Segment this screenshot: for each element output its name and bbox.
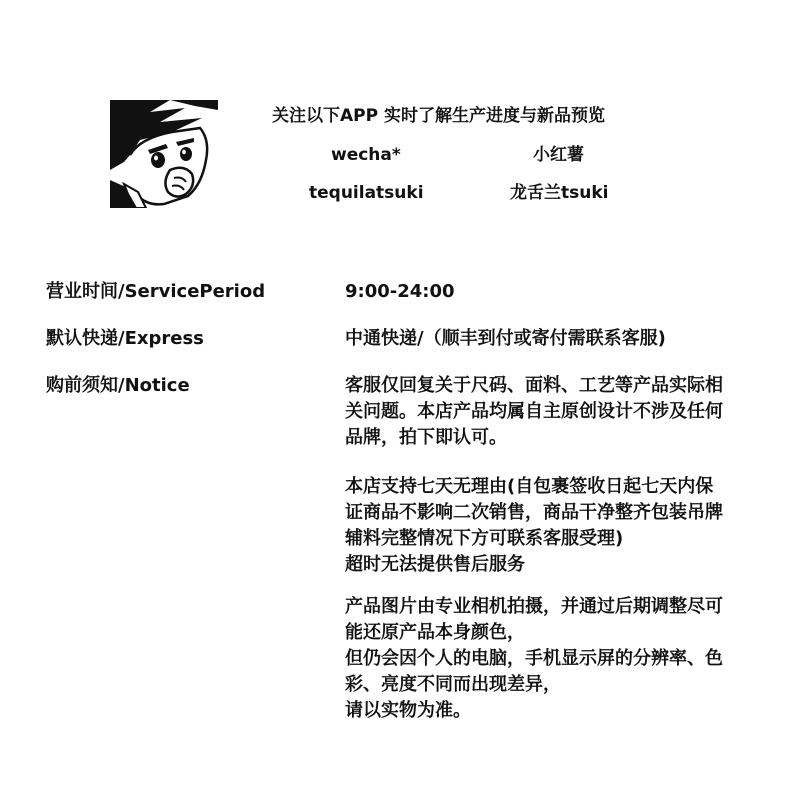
express-label: 默认快递/Express (46, 328, 204, 349)
notice-line: 能还原产品本身颜色， (345, 622, 525, 643)
notice-line: 关问题。本店产品均属自主原创设计不涉及任何 (345, 401, 723, 422)
notice-line: 本店支持七天无理由(自包裹签收日起七天内保 (345, 476, 714, 497)
anime-character-avatar-icon (110, 100, 218, 208)
service-period-value: 9:00-24:00 (345, 281, 455, 302)
notice-paragraph (345, 474, 770, 578)
notice-line: 但仍会因个人的电脑，手机显示屏的分辨率、色 (345, 648, 723, 669)
account-xiaohongshu-id: 龙舌兰tsuki (510, 183, 609, 203)
notice-line: 客服仅回复关于尺码、面料、工艺等产品实际相 (345, 375, 723, 396)
page-title: 关注以下APP 实时了解生产进度与新品预览 (272, 106, 605, 126)
notice-line: 产品图片由专业相机拍摄，并通过后期调整尽可 (345, 596, 723, 617)
notice-line: 证商品不影响二次销售，商品干净整齐包装吊牌 (345, 502, 723, 523)
notice-line: 请以实物为准。 (345, 700, 471, 721)
notice-line: 辅料完整情况下方可联系客服受理) (345, 528, 624, 549)
account-xiaohongshu: 小红薯 (533, 145, 584, 165)
service-period-label: 营业时间/ServicePeriod (46, 281, 266, 302)
notice-paragraph (345, 373, 770, 451)
notice-paragraph (345, 594, 770, 724)
notice-line: 超时无法提供售后服务 (345, 554, 525, 575)
account-wechat: wecha* (331, 145, 401, 165)
account-wechat-id: tequilatsuki (309, 183, 424, 203)
express-value: 中通快递/（顺丰到付或寄付需联系客服) (345, 328, 666, 349)
notice-line: 品牌，拍下即认可。 (345, 427, 507, 448)
notice-label: 购前须知/Notice (46, 375, 190, 396)
notice-line: 彩、亮度不同而出现差异， (345, 674, 561, 695)
